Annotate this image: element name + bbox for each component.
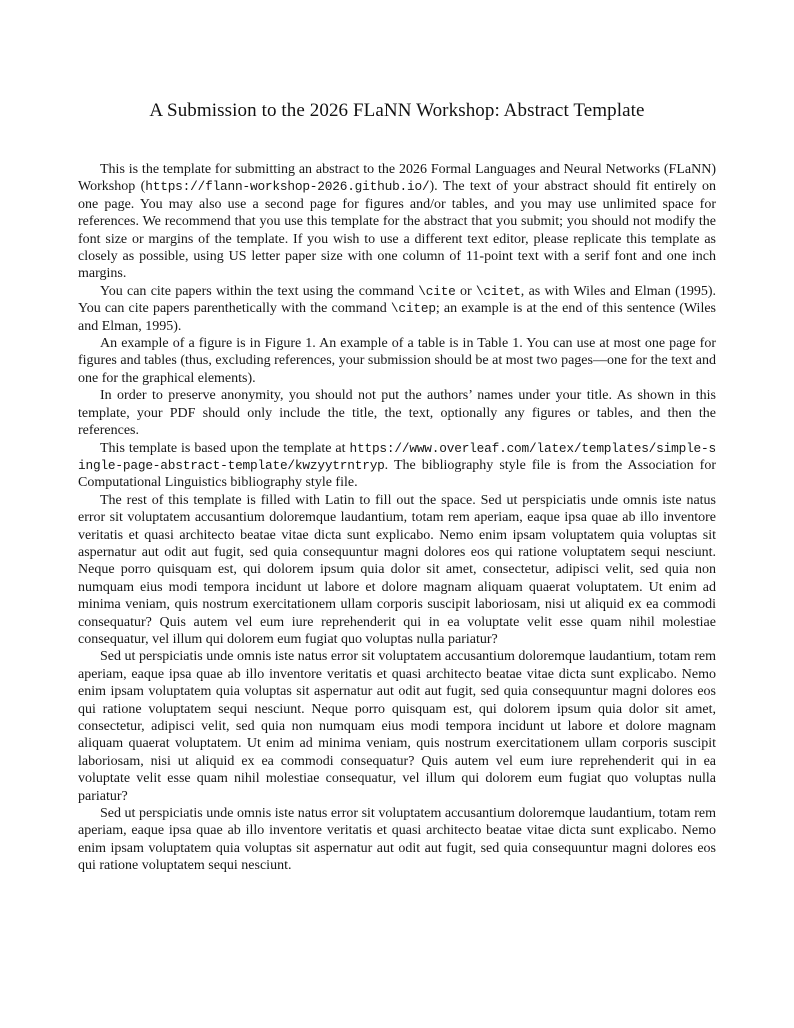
body-text: This is the template for submitting an abstract to the 2026 Formal Languages and Neural Networks (FLaNN) Workshop ( — [78, 162, 716, 195]
paragraph — [78, 440, 716, 492]
body-text: In order to preserve anonymity, you should not put the authors’ names under your title. As shown in this template, your PDF should only include the title, the text, optionally any figures or tables, and then the references. — [78, 388, 716, 439]
paragraph — [78, 492, 716, 649]
body-text: Sed ut perspiciatis unde omnis iste natus error sit voluptatem accusantium doloremque laudantium, totam rem aperiam, eaque ipsa quae ab illo inventore veritatis et quasi architecto beatae vitae dicta sunt explicabo. Nemo enim ipsam voluptatem quia voluptas sit aspernatur aut odit aut fugit, sed quia consequuntur magni dolores eos qui ratione voluptatem sequi nesciunt. — [78, 806, 716, 874]
paragraph — [78, 161, 716, 283]
body-text: ; an example is at the end of this sentence (Wiles and Elman, 1995). — [78, 301, 717, 334]
latex-command-text: \citep — [390, 301, 436, 317]
latex-command-text: \cite — [418, 283, 456, 299]
paper-title: A Submission to the 2026 FLaNN Workshop: Abstract Template — [149, 100, 645, 121]
body-text: Sed ut perspiciatis unde omnis iste natus error sit voluptatem accusantium doloremque laudantium, totam rem aperiam, eaque ipsa quae ab illo inventore veritatis et quasi architecto beatae vitae dicta sunt explicabo. Nemo enim ipsam voluptatem quia voluptas sit aspernatur aut odit aut fugit, sed quia consequuntur magni dolores eos qui ratione voluptatem sequi nesciunt. Neque porro quisquam est, qui dolorem ipsum quia dolor sit amet, consectetur, adipisci velit, sed quia non numquam eius modi tempora incidunt ut labore et dolore magnam aliquam quaerat voluptatem. Ut enim ad minima veniam, quis nostrum exercitationem ullam corporis suscipit laboriosam, nisi ut aliquid ex ea commodi consequatur? Quis autem vel eum iure reprehenderit qui in ea voluptate velit esse quam nihil molestiae consequatur, vel illum qui dolorem eum fugiat quo voluptas nulla pariatur? — [78, 649, 716, 804]
paragraph — [78, 283, 716, 335]
body-text: . The bibliography style file is from the Association for Computational Linguistics bibliography style file. — [78, 457, 716, 491]
abstract-body — [78, 161, 716, 875]
latex-command-text: \citet — [475, 283, 521, 299]
body-text: An example of a figure is in Figure 1. An example of a table is in Table 1. You can use at most one page for figures and tables (thus, excluding references, your submission should be at most two pages—one for the text and one for the graphical elements). — [78, 336, 716, 386]
url-text: https://www.overleaf.com/latex/templates/simple-single-page-abstract-template/kwzyytrntryp — [78, 440, 716, 473]
body-text: or — [455, 283, 476, 299]
paragraph — [78, 387, 716, 439]
url-text: https://flann-workshop-2026.github.io/ — [145, 179, 430, 195]
body-text: , as with Wiles and Elman (1995). You can cite papers parenthetically with the command — [78, 283, 716, 317]
body-text: ). The text of your abstract should fit entirely on one page. You may also use a second page for figures and/or tables, and you may use unlimited space for references. We recommend that you use this template for the abstract that you submit; you should not modify the font size or margins of the template. If you wish to use a different text editor, please replicate this template as closely as possible, using US letter paper size with one column of 11-point text with a serif font and one inch margins. — [78, 179, 716, 282]
body-text: The rest of this template is filled with Latin to fill out the space. Sed ut perspiciatis unde omnis iste natus error sit voluptatem accusantium doloremque laudantium, totam rem aperiam, eaque ipsa quae ab illo inventore veritatis et quasi architecto beatae vitae dicta sunt explicabo. Nemo enim ipsam voluptatem quia voluptas sit aspernatur aut odit aut fugit, sed quia consequuntur magni dolores eos qui ratione voluptatem sequi nesciunt. Neque porro quisquam est, qui dolorem ipsum quia dolor sit amet, consectetur, adipisci velit, sed quia non numquam eius modi tempora incidunt ut labore et dolore magnam aliquam quaerat voluptatem. Ut enim ad minima veniam, quis nostrum exercitationem ullam corporis suscipit laboriosam, nisi ut aliquid ex ea commodi consequatur? Quis autem vel eum iure reprehenderit qui in ea voluptate velit esse quam nihil molestiae consequatur, vel illum qui dolorem eum fugiat quo voluptas nulla pariatur? — [78, 492, 716, 647]
paragraph — [78, 805, 716, 875]
body-text: You can cite papers within the text using the command — [100, 283, 419, 299]
paragraph — [78, 335, 716, 387]
body-text: This template is based upon the template at — [100, 440, 350, 456]
paragraph — [78, 648, 716, 805]
